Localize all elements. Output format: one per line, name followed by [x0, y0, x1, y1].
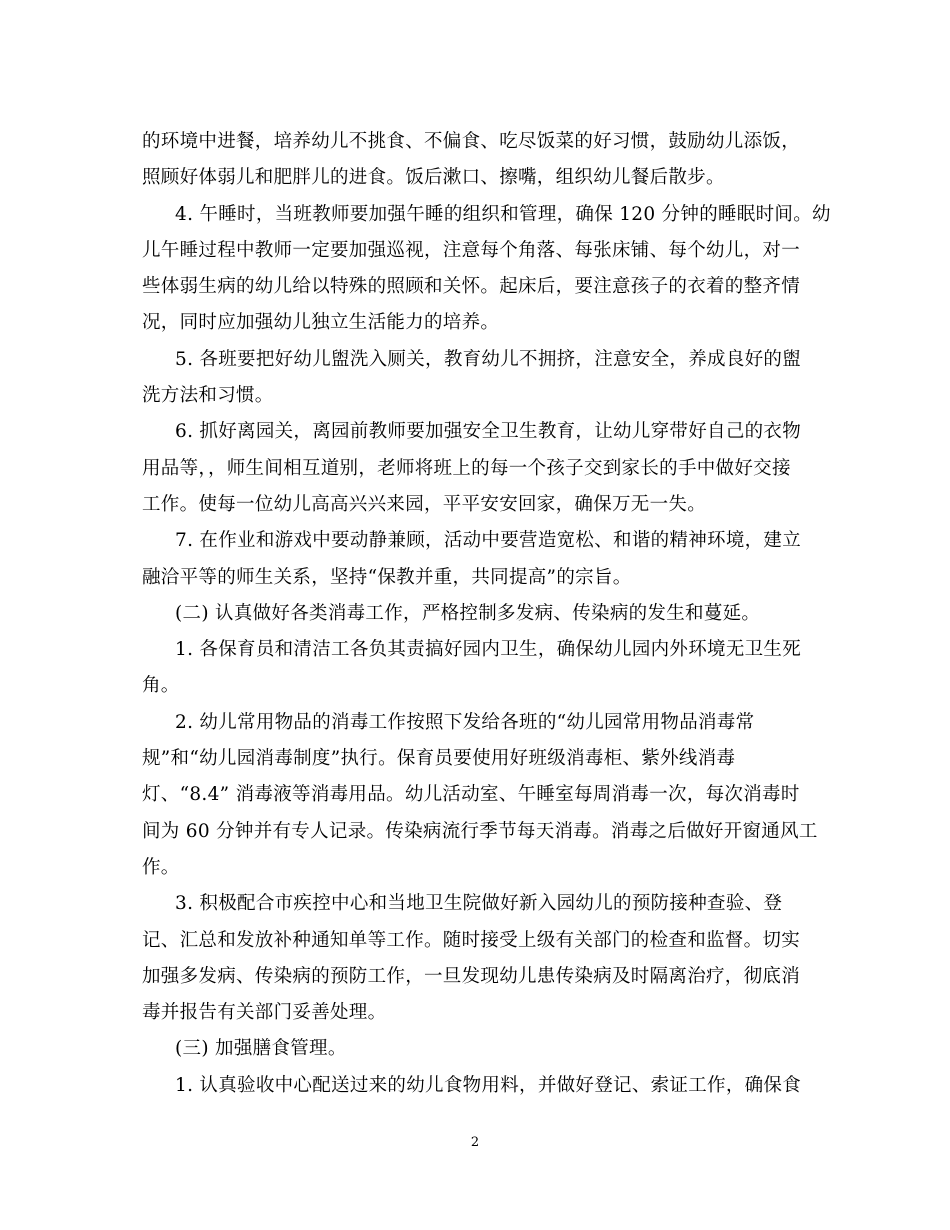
text-line: 加强多发病、传染病的预防工作，一旦发现幼儿患传染病及时隔离治疗，彻底消	[142, 965, 801, 987]
text-line: 间为 60 分钟并有专人记录。传染病流行季节每天消毒。消毒之后做好开窗通风工	[142, 820, 818, 842]
text-line: 1. 各保育员和清洁工各负其责搞好园内卫生，确保幼儿园内外环境无卫生死	[175, 639, 802, 661]
page-number: 2	[470, 1135, 480, 1150]
text-line: 灯、“8.4” 消毒液等消毒用品。幼儿活动室、午睡室每周消毒一次，每次消毒时	[142, 784, 800, 806]
text-line: 融洽平等的师生关系，坚持“保教并重，共同提高”的宗旨。	[142, 566, 632, 588]
text-line: 2. 幼儿常用物品的消毒工作按照下发给各班的“幼儿园常用物品消毒常	[175, 711, 755, 733]
text-line: 况，同时应加强幼儿独立生活能力的培养。	[142, 312, 500, 334]
text-line: 5. 各班要把好幼儿盥洗入厕关，教育幼儿不拥挤，注意安全，养成良好的盥	[175, 348, 802, 370]
text-line: 7. 在作业和游戏中要动静兼顾，活动中要营造宽松、和谐的精神环境，建立	[175, 530, 802, 552]
text-line: 些体弱生病的幼儿给以特殊的照顾和关怀。起床后，要注意孩子的衣着的整齐情	[142, 276, 801, 298]
text-line: 工作。使每一位幼儿高高兴兴来园，平平安安回家，确保万无一失。	[142, 493, 707, 515]
text-line: 用品等，，师生间相互道别，老师将班上的每一个孩子交到家长的手中做好交接	[142, 457, 791, 479]
text-line: 的环境中进餐，培养幼儿不挑食、不偏食、吃尽饭菜的好习惯，鼓励幼儿添饭，	[142, 131, 801, 152]
text-line: 记、汇总和发放补种通知单等工作。随时接受上级有关部门的检查和监督。切实	[142, 929, 801, 951]
text-line: 6. 抓好离园关，离园前教师要加强安全卫生教育，让幼儿穿带好自己的衣物	[175, 421, 802, 443]
text-line: 4. 午睡时，当班教师要加强午睡的组织和管理，确保 120 分钟的睡眠时间。幼	[175, 203, 831, 225]
text-line: 照顾好体弱儿和肥胖儿的进食。饭后漱口、擦嘴，组织幼儿餐后散步。	[142, 167, 725, 189]
text-line: 儿午睡过程中教师一定要加强巡视，注意每个角落、每张床铺、每个幼儿，对一	[142, 239, 801, 261]
text-line: 规”和“幼儿园消毒制度”执行。保育员要使用好班级消毒柜、紫外线消毒	[142, 748, 736, 770]
body-text	[142, 124, 831, 1104]
text-line: 作。	[142, 856, 180, 878]
text-line: 毒并报告有关部门妥善处理。	[142, 1002, 387, 1024]
text-line: 洗方法和习惯。	[142, 385, 274, 407]
text-line: 1. 认真验收中心配送过来的幼儿食物用料，并做好登记、索证工作，确保食	[175, 1074, 802, 1096]
text-line: 角。	[142, 675, 180, 697]
section-heading: (三) 加强膳食管理。	[175, 1038, 347, 1060]
section-heading: (二) 认真做好各类消毒工作，严格控制多发病、传染病的发生和蔓延。	[175, 602, 761, 624]
text-line: 3. 积极配合市疾控中心和当地卫生院做好新入园幼儿的预防接种查验、登	[175, 893, 783, 915]
